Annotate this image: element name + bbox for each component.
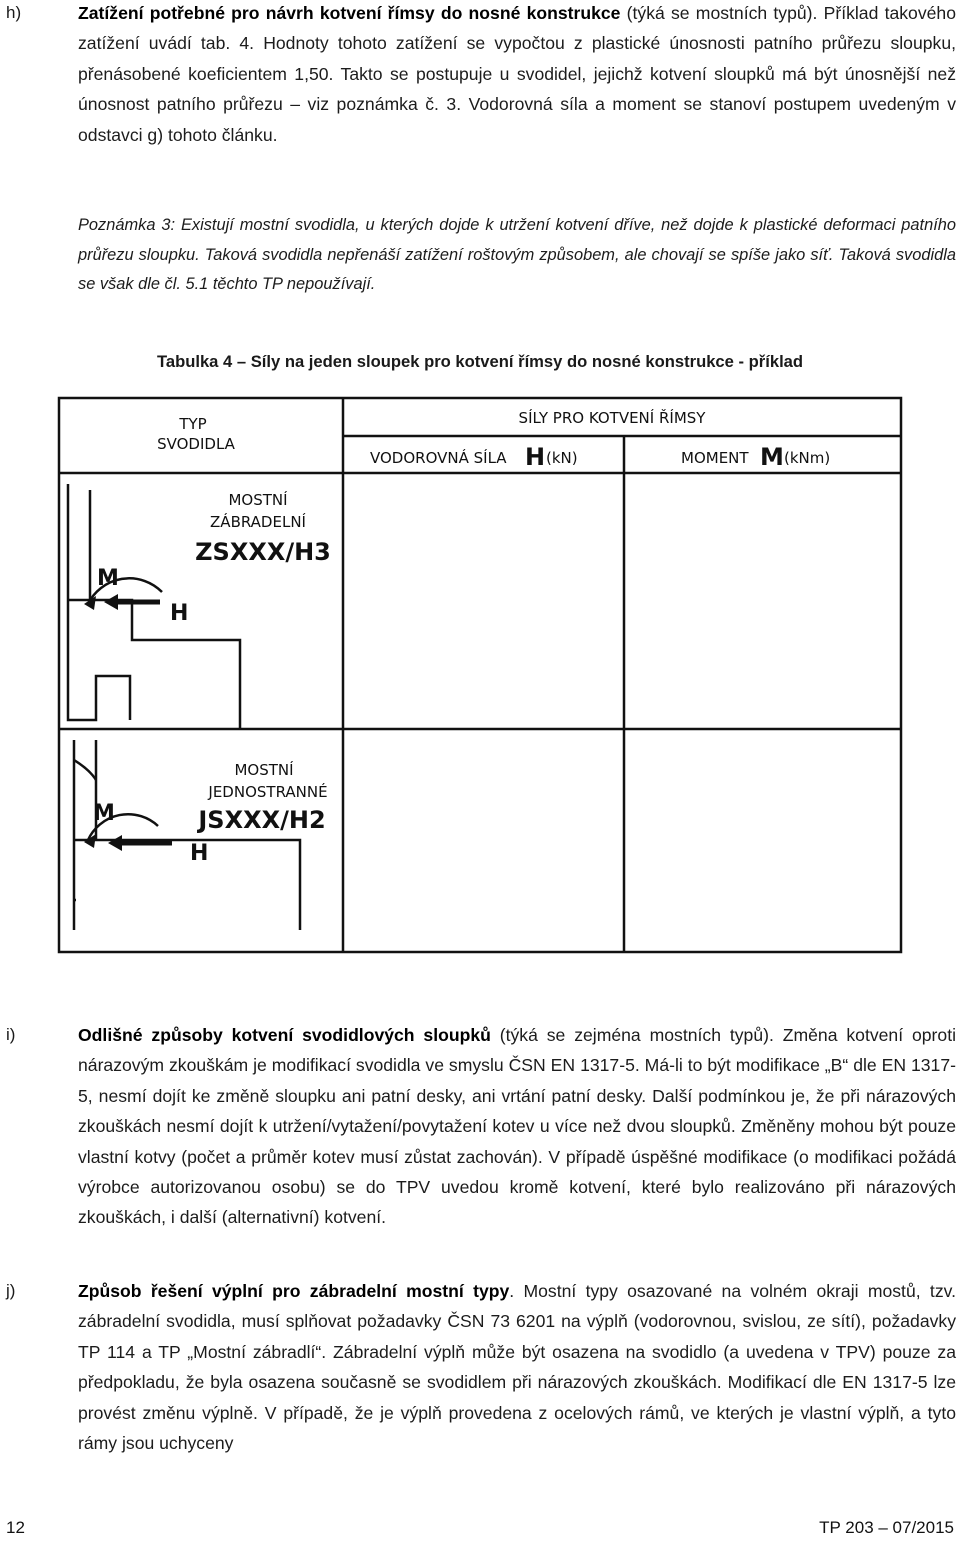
note-3: Poznámka 3: Existují mostní svodidla, u kterých dojde k utržení kotvení dříve, než dojde k plastické deformaci patního průřezu sloupku. Taková svodidla nepřenáší zatížení roštovým způsobem, ale chovají se spíše jako síť. Taková svodidla se však dle čl. 5.1 těchto TP nepoužívají. — [78, 216, 956, 293]
table-frame — [59, 398, 901, 952]
item-j-text: . Mostní typy osazované na volném okraji mostů, tzv. zábradelní svodidla, musí splňovat požadavky ČSN 73 6201 na výplň (vodorovnou, svislou, ze sítí), požadavky TP 114 a TP „Mostní zábradlí“. Zábradelní výplň může být osazena na svodidlo (a uvedena v TPV) pouze za předpokladu, že byla osazena současně se svodidlem při nárazových zkouškách. Modifikací dle EN 1317-5 lze provést změnu výplně. V případě, že je výplň provedena z ocelových rámů, ve kterých je vlastní výplň, a tyto rámy jsou uchyceny — [78, 1281, 956, 1454]
header-type-line2: SVODIDLA — [157, 435, 235, 453]
item-j-paragraph — [78, 1276, 956, 1458]
row1-m: M — [97, 566, 119, 591]
row2-h: H — [190, 841, 209, 866]
header-h-label: VODOROVNÁ SÍLA — [370, 449, 507, 467]
row1-arrow-head — [104, 594, 118, 610]
header-h-unit: (kN) — [546, 449, 578, 467]
document-id: TP 203 – 07/2015 — [819, 1518, 954, 1537]
item-i-paragraph — [78, 1020, 956, 1233]
item-j-marker: j) — [6, 1281, 16, 1300]
header-h-symbol: H — [525, 443, 546, 471]
row1-h: H — [170, 601, 189, 626]
row2-line1: MOSTNÍ — [234, 761, 294, 779]
table-caption: Tabulka 4 – Síly na jeden sloupek pro kotvení římsy do nosné konstrukce - příklad — [156, 352, 804, 371]
item-j-title: Způsob řešení výplní pro zábradelní mostní typy — [78, 1281, 510, 1301]
header-m-unit: (kNm) — [784, 449, 831, 467]
row2-code: JSXXX/H2 — [198, 806, 326, 834]
row1-line2: ZÁBRADELNÍ — [210, 513, 306, 531]
row1-code: ZSXXX/H3 — [195, 538, 331, 566]
row2-arrow-head — [108, 835, 122, 851]
header-forces: SÍLY PRO KOTVENÍ ŘÍMSY — [518, 409, 706, 427]
row2-line2: JEDNOSTRANNÉ — [208, 783, 328, 801]
item-i-text: (týká se zejména mostních typů). Změna kotvení oproti nárazovým zkouškám je modifikací svodidla ve smyslu ČSN EN 1317-5. Má-li to být modifikace „B“ dle EN 1317-5, nesmí dojít ke změně sloupku ani patní desky, ani vrtání patní desky. Další podmínkou je, že při nárazových zkouškách nesmí dojít k utržení/vytažení/povytažení kotev u více než dvou sloupků. Změněny mohou být pouze vlastní kotvy (počet a průměr kotev musí zůstat zachován). V případě úspěšné modifikace (o modifikaci požádá výrobce autorizovanou osobu) se do TPV uvedou kromě kotvení, které bylo realizováno při nárazových zkouškách, i další (alternativní) kotvení. — [78, 1025, 956, 1228]
item-h-marker: h) — [6, 3, 22, 22]
page-number: 12 — [6, 1518, 25, 1537]
row2-m: M — [93, 801, 115, 826]
item-i-marker: i) — [6, 1025, 16, 1044]
header-m-label: MOMENT — [681, 449, 749, 467]
header-type-line1: TYP — [179, 415, 207, 433]
header-m-symbol: M — [760, 443, 784, 471]
row1-line1: MOSTNÍ — [228, 491, 288, 509]
item-h-text: (týká se mostních typů). Příklad takového zatížení uvádí tab. 4. Hodnoty tohoto zatížení se vypočtou z plastické únosnosti patního průřezu sloupku, přenásobené koeficientem 1,50. Takto se postupuje u svodidel, jejichž kotvení sloupků má být únosnější než únosnost patního průřezu – viz poznámka č. 3. Vodorovná síla a moment se stanoví postupem uvedeným v odstavci g) tohoto článku. — [78, 3, 956, 145]
item-h-title: Zatížení potřebné pro návrh kotvení římsy do nosné konstrukce — [78, 3, 621, 23]
item-i-title: Odlišné způsoby kotvení svodidlových sloupků — [78, 1025, 491, 1045]
